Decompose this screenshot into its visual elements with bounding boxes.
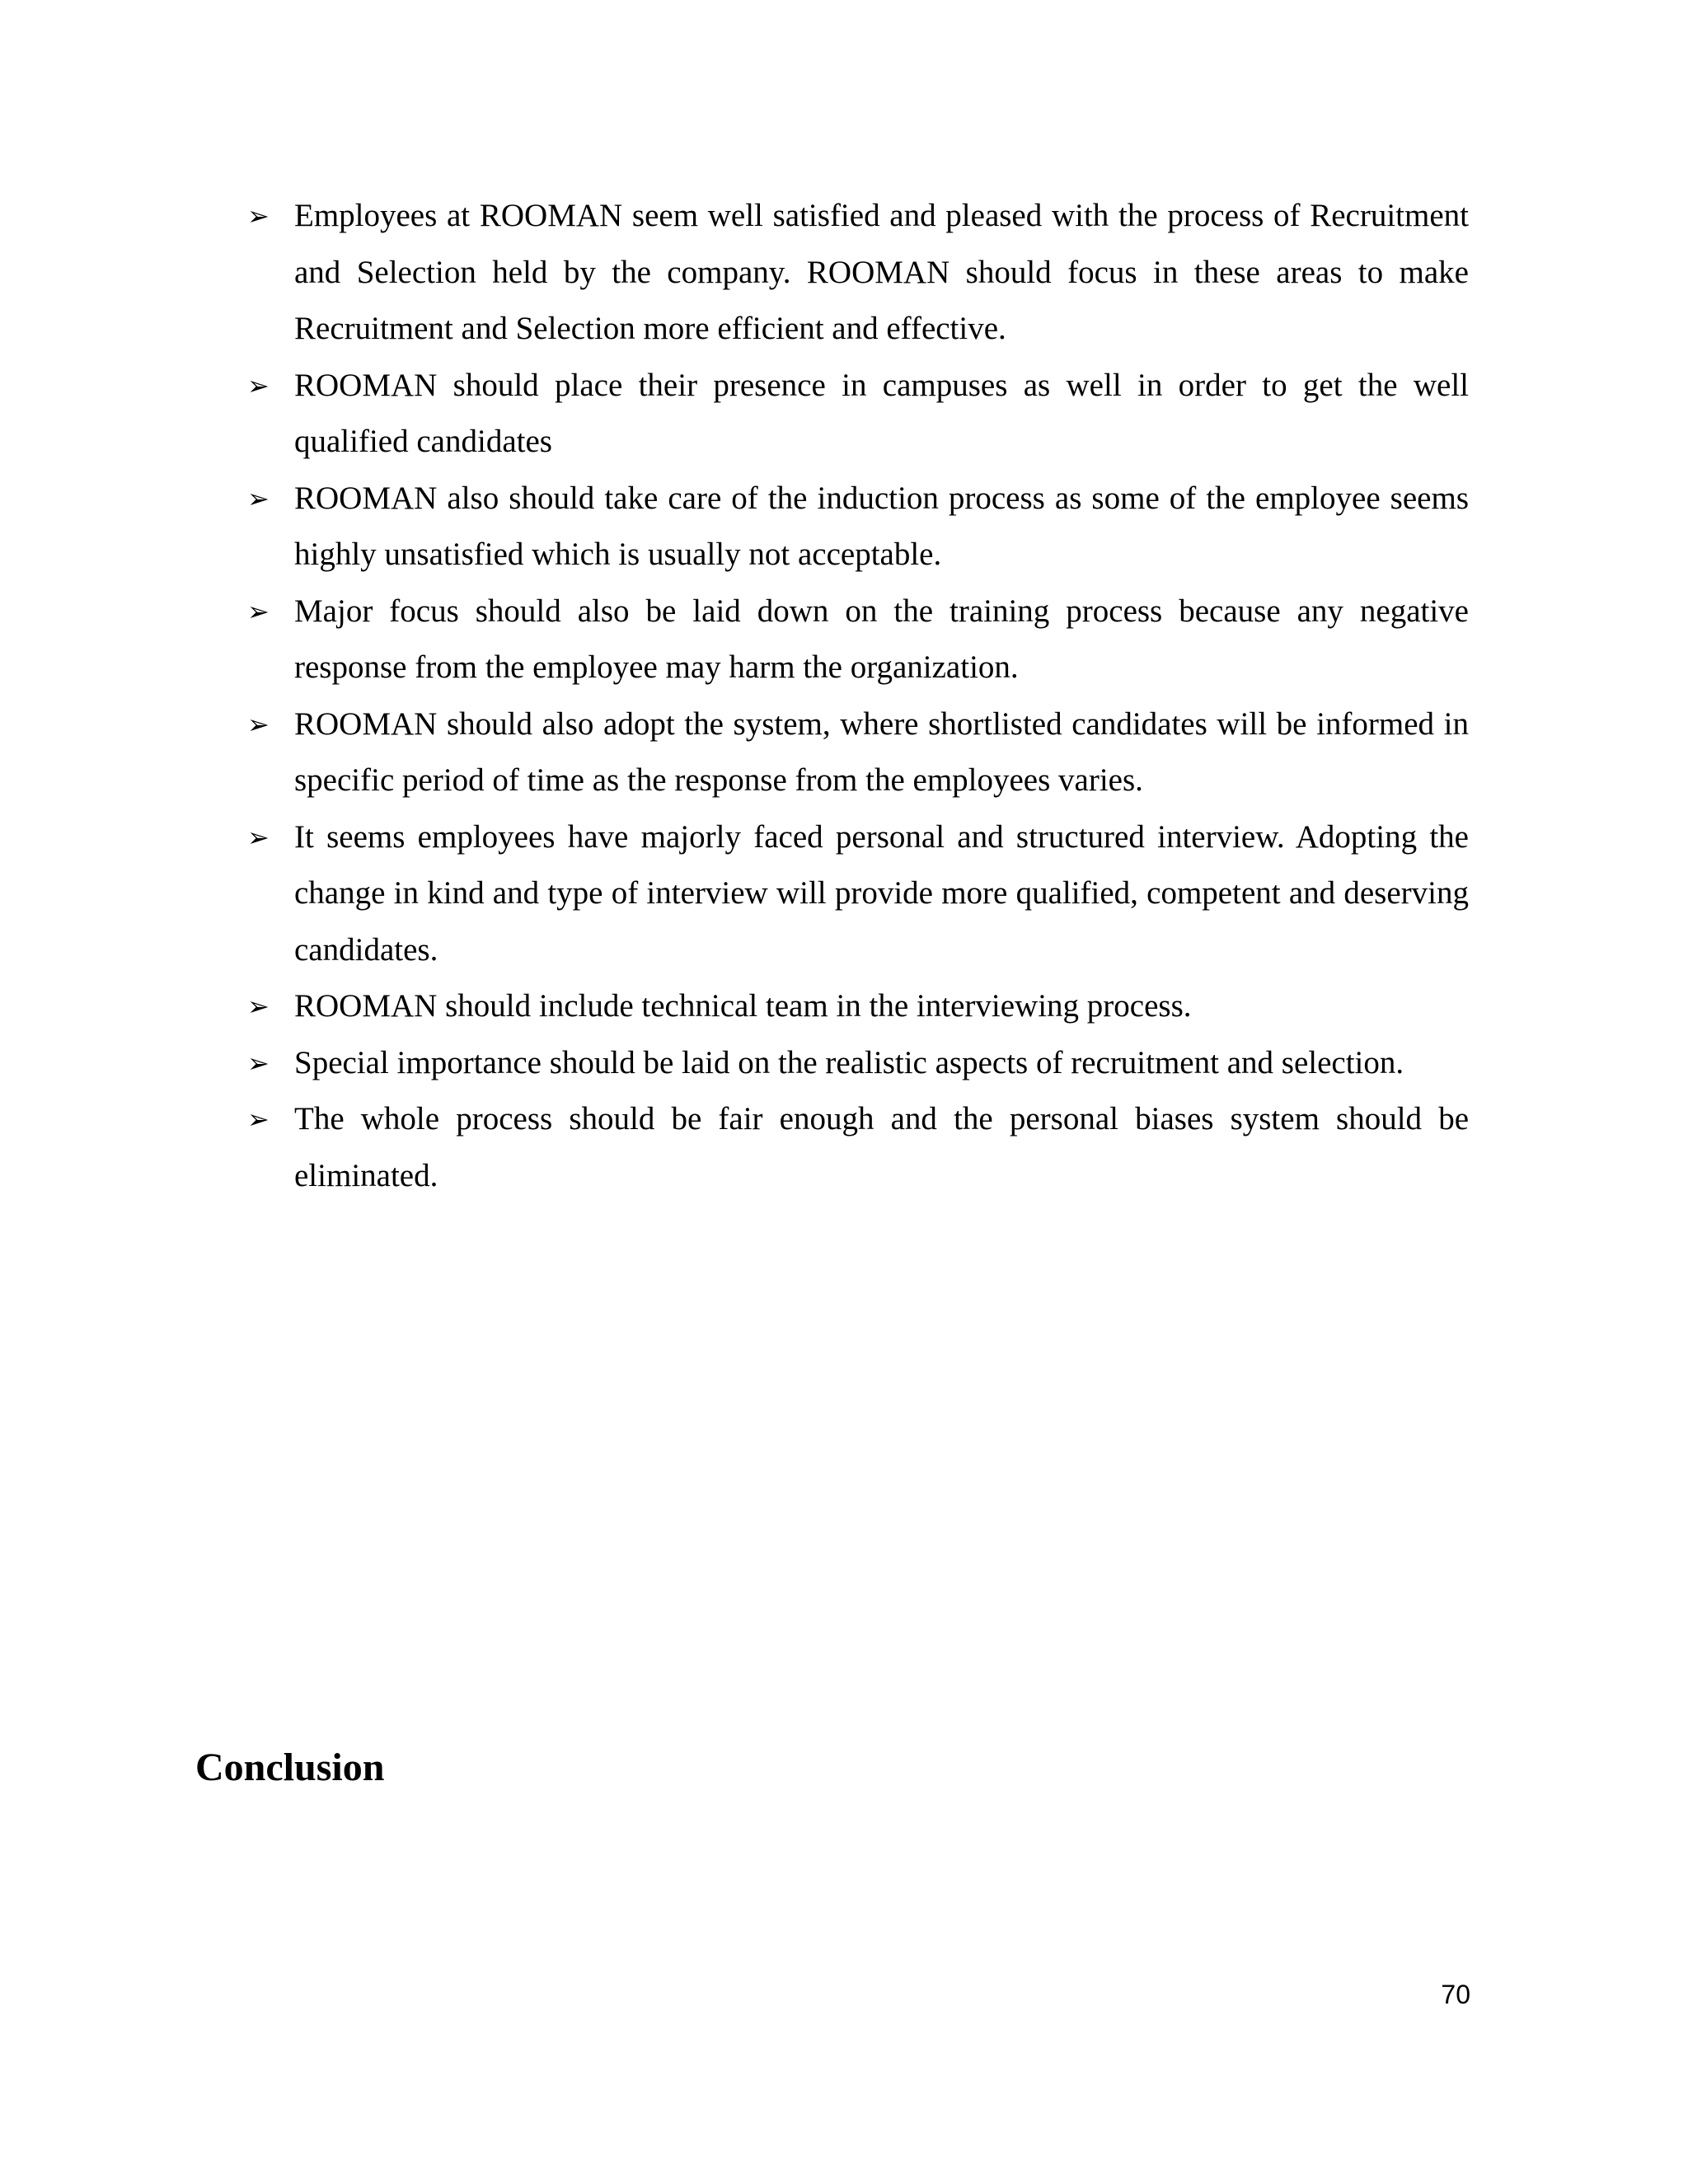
arrow-bullet-icon: ➢ — [247, 369, 270, 401]
list-item — [247, 696, 1469, 809]
list-item-text: ROOMAN also should take care of the induction process as some of the employee seems highly unsatisfied which is usually not acceptable. — [294, 480, 1469, 572]
list-item — [247, 978, 1469, 1035]
list-item-text: ROOMAN should also adopt the system, where shortlisted candidates will be informed in specific period of time as the response from the employees varies. — [294, 705, 1469, 798]
list-item — [247, 1091, 1469, 1204]
list-item — [247, 1035, 1469, 1092]
arrow-bullet-icon: ➢ — [247, 595, 270, 627]
recommendations-list — [247, 188, 1469, 1204]
list-item — [247, 358, 1469, 471]
arrow-bullet-icon: ➢ — [247, 821, 270, 853]
list-item-text: Employees at ROOMAN seem well satisfied and pleased with the process of Recruitment and Selection held by the company. ROOMAN should focus in these areas to make Recruitment and Selection more efficient and effective. — [294, 198, 1469, 346]
list-item — [247, 471, 1469, 583]
list-item-text: Special importance should be laid on the realistic aspects of recruitment and selection. — [294, 1044, 1404, 1080]
list-item — [247, 809, 1469, 979]
list-item — [247, 583, 1469, 696]
arrow-bullet-icon: ➢ — [247, 1104, 270, 1135]
list-item-text: Major focus should also be laid down on the training process because any negative response from the employee may harm the organization. — [294, 593, 1469, 685]
list-item-text: It seems employees have majorly faced personal and structured interview. Adopting the change in kind and type of interview will provide more qualified, competent and deserving candidates. — [294, 818, 1469, 968]
list-item-text: ROOMAN should place their presence in campuses as well in order to get the well qualified candidates — [294, 367, 1469, 459]
list-item — [247, 188, 1469, 358]
arrow-bullet-icon: ➢ — [247, 482, 270, 514]
arrow-bullet-icon: ➢ — [247, 991, 270, 1022]
arrow-bullet-icon: ➢ — [247, 200, 270, 232]
list-item-text: The whole process should be fair enough and the personal biases system should be eliminated. — [294, 1101, 1469, 1193]
list-item-text: ROOMAN should include technical team in the interviewing process. — [294, 988, 1192, 1024]
arrow-bullet-icon: ➢ — [247, 1047, 270, 1079]
page-number: 70 — [1441, 1980, 1470, 2009]
section-heading: Conclusion — [195, 1746, 385, 1789]
arrow-bullet-icon: ➢ — [247, 708, 270, 740]
